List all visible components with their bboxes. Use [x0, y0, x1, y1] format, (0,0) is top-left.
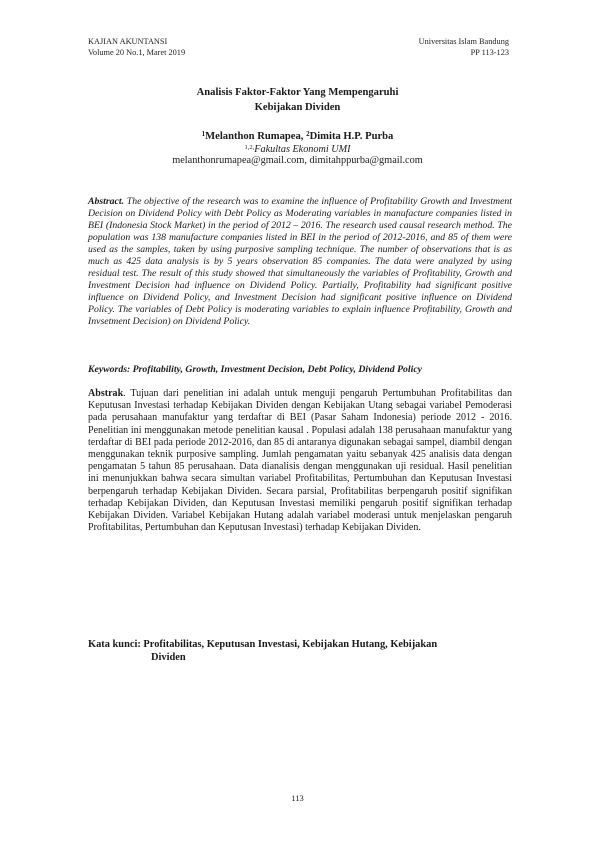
abstract-english-text: The objective of the research was to examine the influence of Profitability Growth and Investment Decision on Dividend Policy with Debt Policy as Moderating variables in manufacture companies listed in BEI (Indonesia Stock Market) in the period of 2012 – 2016. The research used causal research method. The population was 138 manufacture companies listed in BEI in the period of 2012-2016, and 85 of them were used as the samples, taken by using purposive sampling technique. The number of observations that is as much as 425 data analysis is by 5 years observation 85 companies. The data were analyzed by using residual test. The result of this study showed that simultaneously the variables of Profitability, Growth and Investment Decision had influence on Dividend Policy. Partially, Profitability had significant positive influence on Dividend Policy, and Investment Decision had significant positive influence on Dividend Policy. The variables of Debt Policy is moderating variables to explain influence Profitability, Growth and Invsetment Decision) on Dividend Policy. — [88, 196, 513, 328]
abstract-indonesian — [88, 388, 512, 534]
abstract-indonesian-text: . Tujuan dari penelitian ini adalah untuk menguji pengaruh Pertumbuhan Profitabilitas dan Keputusan Investasi terhadap Kebijakan Dividen dengan Kebijakan Utang sebagai variabel Pemoderasi pada perusahaan manufaktur yang terdaftar di BEI (Pasar Saham Indonesia) periode 2012 - 2016. Penelitian ini menggunakan metode penelitian kausal . Populasi adalah 138 perusahaan manufaktur yang terdaftar di BEI pada periode 2012-2016, dan 85 di antaranya digunakan sebagai sampel, diambil dengan menggunakan teknik purposive sampling. Jumlah pengamatan yaitu sebanyak 425 analisis data dengan pengamatan 5 tahun 85 perusahaan. Data dianalisis dengan menggunakan uji residual. Hasil penelitian ini menunjukkan bahwa secara simultan variabel Profitabilitas, Pertumbuhan dan Keputusan Investasi berpengaruh terhadap Kebijakan Dividen. Secara parsial, Profitabilitas berpengaruh positif signifikan terhadap Kebijakan Dividen, dan Keputusan Investasi memiliki pengaruh positif signifikan terhadap Kebijakan Dividen. Variabel Kebijakan Hutang adalah variabel moderasi untuk menjelaskan pengaruh Profitabilitas, Pertumbuhan dan Keputusan Investasi) terhadap Kebijakan Dividen. — [88, 388, 512, 534]
abstract-english — [88, 196, 512, 329]
author-1-name: Melanthon Rumapea, — [205, 131, 307, 142]
keywords-indonesian — [88, 638, 512, 664]
journal-name: KAJIAN AKUNTANSI — [88, 37, 168, 46]
keywords-indonesian-line-1: Kata kunci: Profitabilitas, Keputusan Investasi, Kebijakan Hutang, Kebijakan — [88, 639, 438, 650]
abstract-english-label: Abstract. — [88, 196, 125, 207]
keywords-indonesian-line-2: Dividen — [151, 652, 186, 663]
keywords-english: Keywords: Profitability, Growth, Investment Decision, Debt Policy, Dividend Policy — [88, 364, 422, 375]
journal-volume: Volume 20 No.1, Maret 2019 — [88, 48, 186, 57]
author-emails — [0, 154, 595, 167]
paper-title-line-2: Kebijakan Dividen — [254, 101, 341, 113]
email-2[interactable]: dimitahppurba@gmail.com — [309, 155, 423, 166]
university-name: Universitas Islam Bandung — [418, 37, 509, 46]
paper-title-line-1: Analisis Faktor-Faktor Yang Mempengaruhi — [196, 87, 399, 98]
email-separator: , — [304, 155, 310, 166]
abstract-indonesian-label: Abstrak — [88, 388, 124, 399]
running-header-right — [419, 36, 509, 58]
author-2-marker: 2 — [306, 130, 310, 138]
running-header-left — [88, 36, 185, 58]
paper-title — [0, 86, 595, 115]
email-1[interactable]: melanthonrumapea@gmail.com — [172, 155, 305, 166]
author-1-marker: 1 — [201, 130, 206, 138]
affiliation-name: Fakultas Ekonomi UMI — [254, 144, 351, 155]
affiliation-marker: 1,2, — [244, 144, 255, 151]
page-number: 113 — [291, 793, 304, 803]
author-2-name: Dimita H.P. Purba — [309, 131, 394, 142]
page-range: PP 113-123 — [470, 48, 509, 57]
